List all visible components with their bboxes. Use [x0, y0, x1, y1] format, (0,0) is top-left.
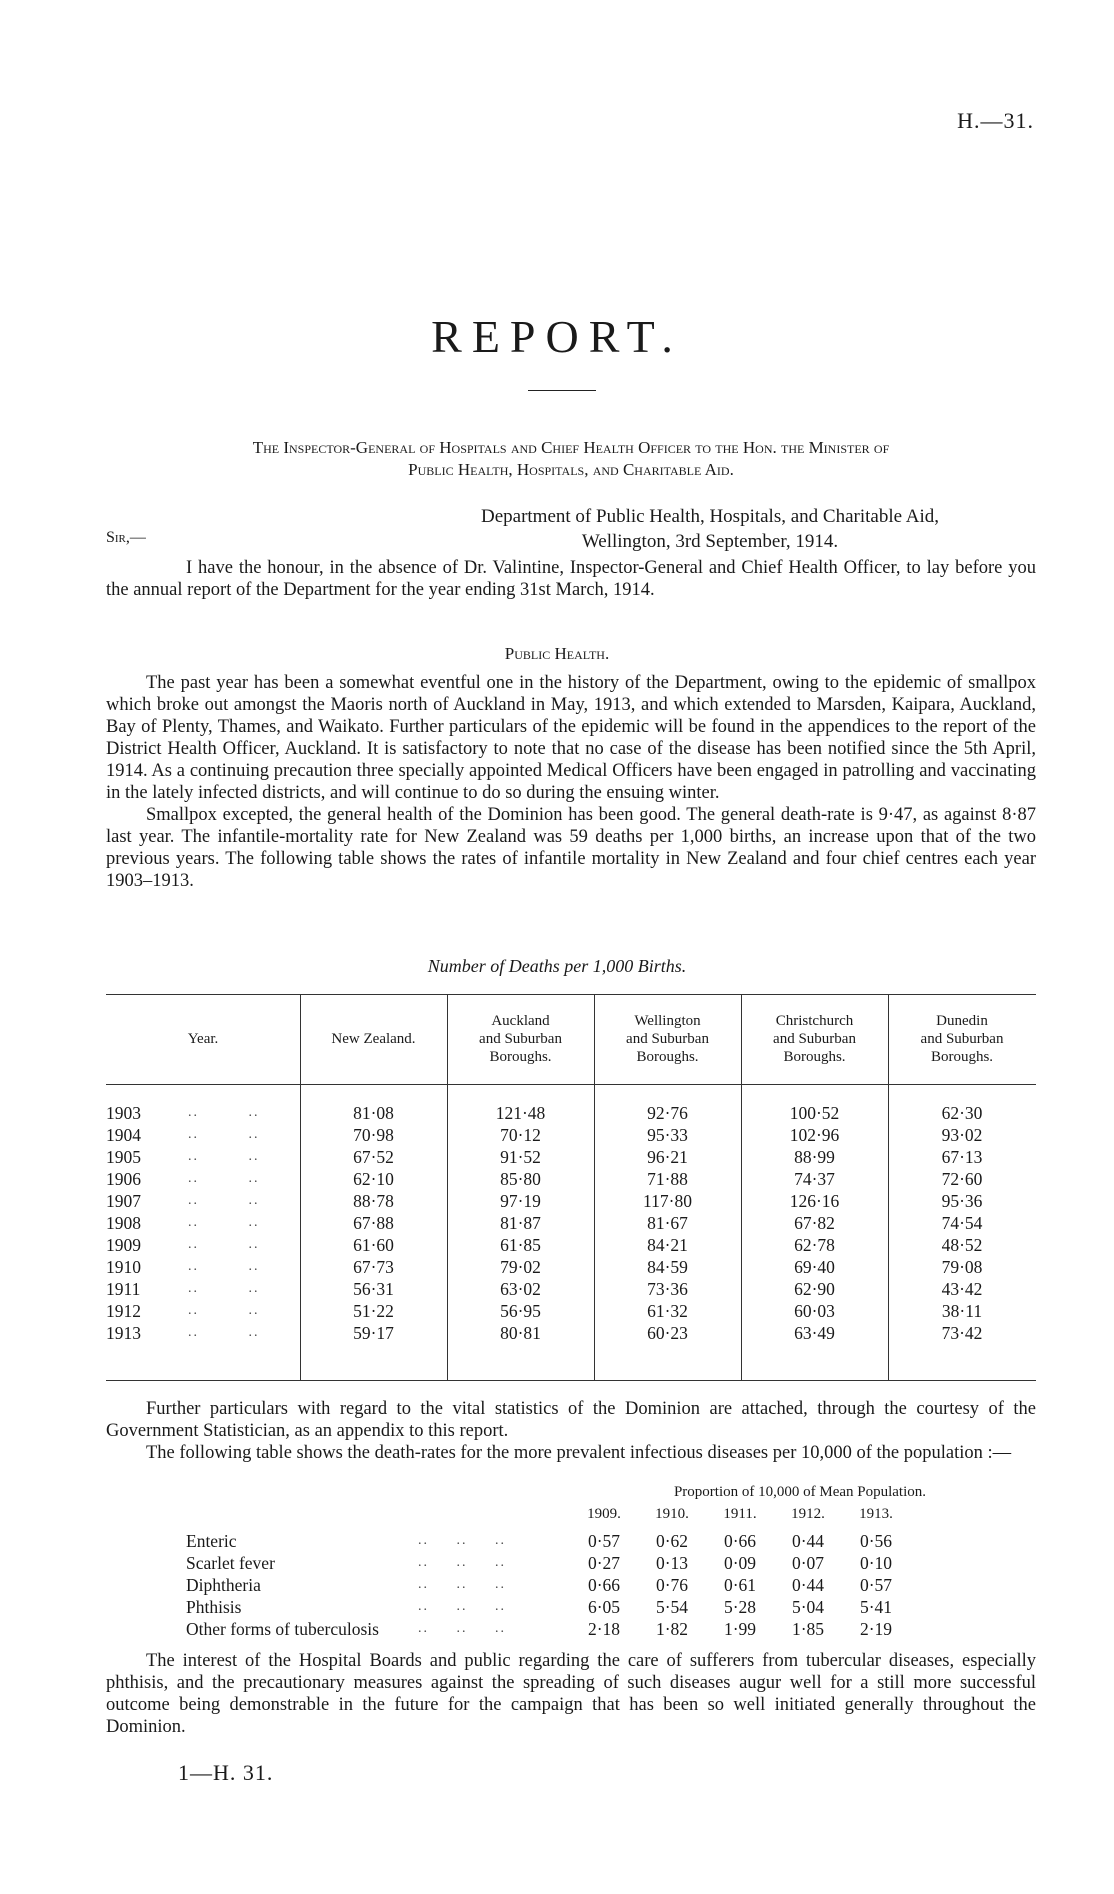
nz-rate-cell: 81·08 [353, 1103, 394, 1123]
disease-rate-cell: 2·18 [587, 1619, 621, 1639]
report-title: REPORT. [431, 311, 683, 362]
header-dunedin: Dunedin and Suburban Boroughs. [920, 1013, 1004, 1065]
paragraph-following-table: The following table shows the death-rates for the more prevalent infectious diseases per 10,000 of the population :— [146, 1443, 1012, 1463]
leader-dots: .. .. .. [418, 1533, 506, 1548]
disease-rate-cell: 0·57 [859, 1575, 893, 1595]
year-cell: 1904 [106, 1125, 141, 1145]
disease-name: Phthisis [186, 1597, 242, 1617]
section-heading: Public Health. [504, 644, 610, 663]
header-new-zealand: New Zealand. [331, 1031, 416, 1047]
leader-dots: .. .. .. [418, 1621, 506, 1636]
header-year: Year. [187, 1031, 219, 1047]
leader-dots: .. .. [166, 1237, 260, 1252]
leader-dots: .. .. [166, 1259, 260, 1274]
table-bottom-rule [106, 1380, 1036, 1381]
disease-rate-cell: 0·10 [859, 1553, 893, 1573]
dun-rate-cell: 95·36 [941, 1191, 983, 1211]
disease-rate-cell: 1·85 [791, 1619, 825, 1639]
wgtn-rate-cell: 84·59 [647, 1257, 688, 1277]
address-block [106, 437, 1036, 481]
header-wellington: Wellington and Suburban Boroughs. [626, 1013, 709, 1065]
akl-rate-cell: 79·02 [500, 1257, 541, 1277]
disease-name: Other forms of tuberculosis [186, 1619, 379, 1639]
chch-rate-cell: 69·40 [794, 1257, 835, 1277]
year-cell: 1908 [106, 1213, 141, 1233]
disease-rate-cell: 5·41 [859, 1597, 893, 1617]
year-cell: 1903 [106, 1103, 141, 1123]
disease-rate-cell: 0·44 [791, 1575, 825, 1595]
year-cell: 1905 [106, 1147, 141, 1167]
wgtn-rate-cell: 95·33 [647, 1125, 688, 1145]
body-paragraphs-3 [106, 1650, 1036, 1738]
table-row [106, 1300, 1036, 1322]
table-row [106, 1146, 1036, 1168]
disease-rate-cell: 0·27 [587, 1553, 621, 1573]
leader-dots: .. .. .. [418, 1599, 506, 1614]
dun-rate-cell: 67·13 [941, 1147, 983, 1167]
disease-name: Scarlet fever [186, 1553, 275, 1573]
akl-rate-cell: 56·95 [500, 1301, 541, 1321]
date-line: Wellington, 3rd September, 1914. [581, 531, 839, 552]
disease-rate-cell: 1·99 [723, 1619, 757, 1639]
disease-rate-cell: 0·09 [723, 1553, 757, 1573]
year-cell: 1911 [106, 1279, 141, 1299]
salutation: Sir,— [106, 529, 146, 546]
nz-rate-cell: 67·73 [353, 1257, 394, 1277]
leader-dots: .. .. [166, 1105, 260, 1120]
year-cell: 1913 [106, 1323, 141, 1343]
table-row [106, 1256, 1036, 1278]
paragraph-smallpox: The past year has been a somewhat eventful one in the history of the Department, owing to the epidemic of smallpox which broke out amongst the Maoris north of Auckland in May, 1913, and which extended to Marsden, Kaipara, Auckland, Bay of Plenty, Thames, and Waikato. Further particulars of the epidemic will be found in the appendices to the report of the District Health Officer, Auckland. It is satisfactory to note that no case of the disease has been notified since the 5th April, 1914. As a continuing precaution three specially appointed Medical Officers have been engaged in patrolling and vaccinating in the lately infected districts, and will continue to do so during the ensuing winter. [106, 673, 1036, 803]
chch-rate-cell: 63·49 [794, 1323, 835, 1343]
table-row [106, 1190, 1036, 1212]
wgtn-rate-cell: 92·76 [647, 1103, 688, 1123]
nz-rate-cell: 51·22 [353, 1301, 394, 1321]
leader-dots: .. .. [166, 1215, 260, 1230]
nz-rate-cell: 61·60 [353, 1235, 394, 1255]
dun-rate-cell: 74·54 [941, 1213, 983, 1233]
year-column-header: 1912. [791, 1506, 825, 1522]
paragraph-statistics: Further particulars with regard to the vital statistics of the Dominion are attached, through the courtesy of the Government Statistician, as an appendix to this report. [106, 1399, 1036, 1441]
dun-rate-cell: 79·08 [941, 1257, 983, 1277]
nz-rate-cell: 59·17 [353, 1323, 394, 1343]
akl-rate-cell: 91·52 [500, 1147, 541, 1167]
akl-rate-cell: 121·48 [495, 1103, 546, 1123]
disease-rate-cell: 5·04 [791, 1597, 825, 1617]
wgtn-rate-cell: 73·36 [647, 1279, 688, 1299]
table-row [106, 1212, 1036, 1234]
year-column-header: 1911. [723, 1506, 757, 1522]
disease-rate-cell: 0·07 [791, 1553, 825, 1573]
wgtn-rate-cell: 117·80 [643, 1191, 692, 1211]
chch-rate-cell: 102·96 [789, 1125, 840, 1145]
table-caption: Number of Deaths per 1,000 Births. [427, 956, 687, 976]
chch-rate-cell: 62·78 [794, 1235, 835, 1255]
dun-rate-cell: 72·60 [941, 1169, 983, 1189]
disease-rate-cell: 0·56 [859, 1531, 893, 1551]
disease-rate-cell: 0·62 [655, 1531, 689, 1551]
dun-rate-cell: 38·11 [941, 1301, 983, 1321]
disease-rate-cell: 0·44 [791, 1531, 825, 1551]
disease-name: Diphtheria [186, 1575, 261, 1595]
nz-rate-cell: 62·10 [353, 1169, 394, 1189]
table-row [106, 1322, 1036, 1344]
akl-rate-cell: 63·02 [500, 1279, 541, 1299]
year-cell: 1906 [106, 1169, 141, 1189]
leader-dots: .. .. [166, 1149, 260, 1164]
header-christchurch: Christchurch and Suburban Boroughs. [773, 1013, 856, 1065]
akl-rate-cell: 85·80 [500, 1169, 541, 1189]
intro-paragraph [106, 557, 1036, 601]
department-block [430, 504, 990, 554]
year-cell: 1910 [106, 1257, 141, 1277]
title-rule [528, 390, 596, 391]
leader-dots: .. .. .. [418, 1577, 506, 1592]
disease-name: Enteric [186, 1531, 237, 1551]
akl-rate-cell: 81·87 [500, 1213, 541, 1233]
department-line: Department of Public Health, Hospitals, and Charitable Aid, [480, 506, 939, 527]
nz-rate-cell: 56·31 [353, 1279, 394, 1299]
disease-rate-cell: 1·82 [655, 1619, 689, 1639]
akl-rate-cell: 70·12 [500, 1125, 541, 1145]
wgtn-rate-cell: 60·23 [647, 1323, 688, 1343]
dun-rate-cell: 73·42 [941, 1323, 983, 1343]
paragraph-health: Smallpox excepted, the general health of the Dominion has been good. The general death-rate is 9·47, as against 8·87 last year. The infantile-mortality rate for New Zealand was 59 deaths per 1,000 births, an increase upon that of the two previous years. The following table shows the rates of infantile mortality in New Zealand and four chief centres each year 1903–1913. [106, 805, 1036, 891]
body-paragraphs-1 [106, 672, 1036, 892]
nz-rate-cell: 67·88 [353, 1213, 394, 1233]
disease-rate-cell: 5·54 [655, 1597, 689, 1617]
leader-dots: .. .. [166, 1171, 260, 1186]
table-row [106, 1168, 1036, 1190]
footer-identifier: 1—H. 31. [178, 1760, 274, 1785]
dun-rate-cell: 93·02 [941, 1125, 983, 1145]
leader-dots: .. .. [166, 1127, 260, 1142]
table-top-rule [106, 994, 1036, 995]
address-line-2: Public Health, Hospitals, and Charitable Aid. [408, 460, 734, 479]
chch-rate-cell: 62·90 [794, 1279, 835, 1299]
table-header-rule [106, 1084, 1036, 1085]
year-column-header: 1909. [587, 1506, 621, 1522]
disease-rate-cell: 0·13 [655, 1553, 689, 1573]
leader-dots: .. .. [166, 1303, 260, 1318]
chch-rate-cell: 60·03 [794, 1301, 835, 1321]
chch-rate-cell: 67·82 [794, 1213, 835, 1233]
leader-dots: .. .. [166, 1193, 260, 1208]
table-row [106, 1278, 1036, 1300]
disease-rate-cell: 6·05 [587, 1597, 621, 1617]
leader-dots: .. .. .. [418, 1555, 506, 1570]
nz-rate-cell: 67·52 [353, 1147, 394, 1167]
leader-dots: .. .. [166, 1325, 260, 1340]
year-cell: 1912 [106, 1301, 141, 1321]
paragraph-tuberculosis: The interest of the Hospital Boards and public regarding the care of sufferers from tubercular diseases, especially phthisis, and the precautionary measures against the spreading of such diseases augur well for a still more successful outcome being demonstrable in the future for the campaign that has been so well initiated generally throughout the Dominion. [106, 1651, 1036, 1737]
chch-rate-cell: 74·37 [794, 1169, 835, 1189]
header-auckland: Auckland and Suburban Boroughs. [479, 1013, 562, 1065]
dun-rate-cell: 62·30 [941, 1103, 983, 1123]
nz-rate-cell: 88·78 [353, 1191, 394, 1211]
disease-rate-cell: 0·76 [655, 1575, 689, 1595]
akl-rate-cell: 97·19 [500, 1191, 541, 1211]
disease-rate-cell: 0·61 [723, 1575, 757, 1595]
year-column-header: 1910. [655, 1506, 689, 1522]
body-paragraphs-2 [106, 1398, 1036, 1464]
chch-rate-cell: 88·99 [794, 1147, 835, 1167]
table-row [106, 1124, 1036, 1146]
disease-rate-cell: 0·66 [723, 1531, 757, 1551]
year-column-header: 1913. [859, 1506, 893, 1522]
disease-rate-cell: 5·28 [723, 1597, 757, 1617]
table-row [106, 1102, 1036, 1124]
dun-rate-cell: 48·52 [941, 1235, 983, 1255]
wgtn-rate-cell: 81·67 [647, 1213, 688, 1233]
address-line-1: The Inspector-General of Hospitals and Chief Health Officer to the Hon. the Minister of [252, 438, 890, 457]
chch-rate-cell: 100·52 [789, 1103, 840, 1123]
disease-rate-cell: 0·57 [587, 1531, 621, 1551]
year-cell: 1907 [106, 1191, 141, 1211]
chch-rate-cell: 126·16 [789, 1191, 840, 1211]
proportion-header: Proportion of 10,000 of Mean Population. [673, 1484, 927, 1500]
dun-rate-cell: 43·42 [941, 1279, 983, 1299]
wgtn-rate-cell: 84·21 [647, 1235, 688, 1255]
nz-rate-cell: 70·98 [353, 1125, 394, 1145]
intro-text: I have the honour, in the absence of Dr. Valintine, Inspector-General and Chief Health Officer, to lay before you the annual report of the Department for the year ending 31st March, 1914. [106, 558, 1036, 600]
table-row [106, 1234, 1036, 1256]
akl-rate-cell: 80·81 [500, 1323, 541, 1343]
wgtn-rate-cell: 61·32 [647, 1301, 688, 1321]
wgtn-rate-cell: 96·21 [647, 1147, 688, 1167]
disease-rate-cell: 0·66 [587, 1575, 621, 1595]
wgtn-rate-cell: 71·88 [647, 1169, 688, 1189]
disease-rate-cell: 2·19 [859, 1619, 893, 1639]
akl-rate-cell: 61·85 [500, 1235, 541, 1255]
year-cell: 1909 [106, 1235, 141, 1255]
leader-dots: .. .. [166, 1281, 260, 1296]
page-reference: H.—31. [957, 108, 1034, 133]
